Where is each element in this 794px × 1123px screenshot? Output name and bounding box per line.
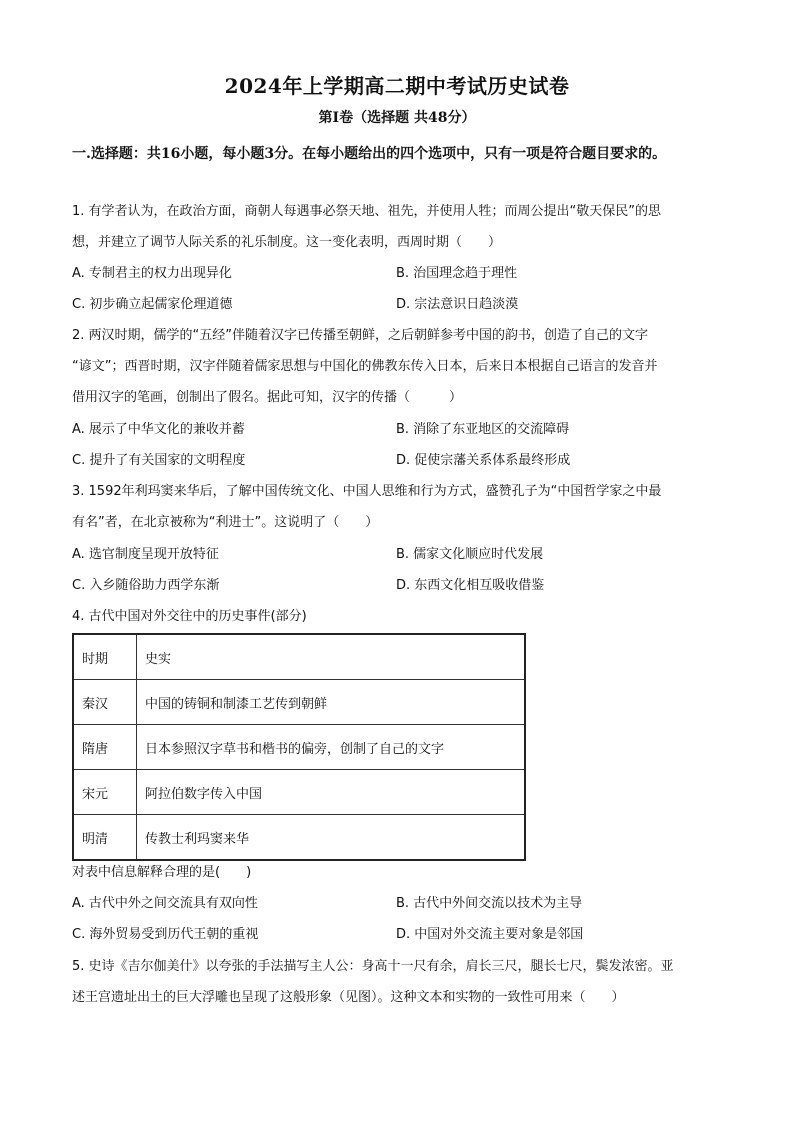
q3-option-b: B. 儒家文化顺应时代发展	[396, 547, 544, 562]
table-row	[73, 815, 525, 861]
q4-option-a: A. 古代中外之间交流具有双向性	[72, 896, 258, 911]
q2-stem-line1: 2. 两汉时期，儒学的“五经”伴随着汉字已传播至朝鲜，之后朝鲜参考中国的韵书，创造了自己的文字	[72, 328, 649, 343]
table-cell-fact: 中国的铸铜和制漆工艺传到朝鲜	[137, 680, 526, 725]
table-row	[73, 725, 525, 770]
table-cell-period: 秦汉	[73, 680, 137, 725]
q1-option-d: D. 宗法意识日趋淡漠	[396, 297, 519, 312]
q1-option-c: C. 初步确立起儒家伦理道德	[72, 297, 233, 312]
q2-option-d: D. 促使宗藩关系体系最终形成	[396, 453, 571, 468]
q4-question: 对表中信息解释合理的是( )	[72, 865, 252, 880]
q1-option-b: B. 治国理念趋于理性	[396, 266, 518, 281]
table-header-cell: 时期	[73, 634, 137, 680]
table-cell-period: 明清	[73, 815, 137, 861]
q5-stem-line1: 5. 史诗《吉尔伽美什》以夸张的手法描写主人公：身高十一尺有余，肩长三尺，腿长七尺，鬓发浓密。亚	[72, 959, 674, 974]
q3-stem-line1: 3. 1592年利玛窦来华后，了解中国传统文化、中国人思维和行为方式，盛赞孔子为“中国哲学家之中最	[72, 484, 662, 499]
history-events-table	[72, 633, 526, 861]
q3-option-d: D. 东西文化相互吸收借鉴	[396, 578, 545, 593]
q2-stem-line3: 借用汉字的笔画，创制出了假名。据此可知，汉字的传播（ ）	[72, 390, 463, 405]
table-row	[73, 680, 525, 725]
q3-stem-line2: 有名”者，在北京被称为“利进士”。这说明了（ ）	[72, 515, 379, 530]
part-subtitle: 第Ⅰ卷（选择题 共48分）	[318, 110, 476, 126]
table-cell-period: 宋元	[73, 770, 137, 815]
section-heading: 一.选择题：共16小题，每小题3分。在每小题给出的四个选项中，只有一项是符合题目要求的。	[72, 146, 667, 162]
q5-stem-line2: 述王宫遗址出土的巨大浮雕也呈现了这般形象（见图）。这种文本和实物的一致性可用来（ ）	[72, 990, 625, 1005]
q2-option-a: A. 展示了中华文化的兼收并蓄	[72, 422, 245, 437]
table-cell-fact: 传教士利玛窦来华	[137, 815, 526, 861]
q2-option-b: B. 消除了东亚地区的交流障碍	[396, 422, 570, 437]
q3-option-c: C. 入乡随俗助力西学东渐	[72, 578, 220, 593]
table-header-cell: 史实	[137, 634, 526, 680]
q2-option-c: C. 提升了有关国家的文明程度	[72, 453, 246, 468]
q1-stem-line2: 想，并建立了调节人际关系的礼乐制度。这一变化表明，西周时期（ ）	[72, 235, 502, 250]
q4-option-b: B. 古代中外间交流以技术为主导	[396, 896, 583, 911]
table-row	[73, 770, 525, 815]
q4-stem: 4. 古代中国对外交往中的历史事件(部分)	[72, 609, 307, 624]
q4-option-d: D. 中国对外交流主要对象是邻国	[396, 927, 584, 942]
q4-option-c: C. 海外贸易受到历代王朝的重视	[72, 927, 259, 942]
q1-option-a: A. 专制君主的权力出现异化	[72, 266, 232, 281]
page-title: 2024年上学期高二期中考试历史试卷	[224, 74, 570, 98]
q3-option-a: A. 选官制度呈现开放特征	[72, 547, 219, 562]
table-cell-fact: 日本参照汉字草书和楷书的偏旁，创制了自己的文字	[137, 725, 526, 770]
q1-stem-line1: 1. 有学者认为，在政治方面，商朝人每遇事必祭天地、祖先，并使用人牲；而周公提出“敬天保民”的思	[72, 204, 662, 219]
q2-stem-line2: “谚文”；西晋时期，汉字伴随着儒家思想与中国化的佛教东传入日本，后来日本根据自己语言的发音并	[72, 359, 658, 374]
table-header-row	[73, 634, 525, 680]
table-cell-period: 隋唐	[73, 725, 137, 770]
table-cell-fact: 阿拉伯数字传入中国	[137, 770, 526, 815]
